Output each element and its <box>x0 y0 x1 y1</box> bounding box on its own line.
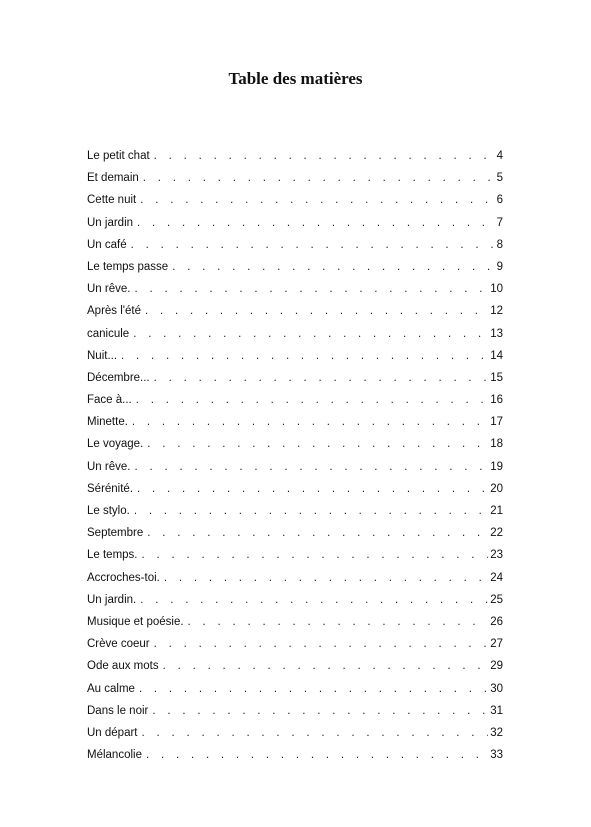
toc-entry-title: Face à... <box>87 394 132 407</box>
toc-entry-page-number: 6 <box>496 194 503 207</box>
toc-entry-page-number: 12 <box>490 305 503 318</box>
dot-leader <box>143 167 495 189</box>
toc-entry-page-number: 30 <box>490 682 503 695</box>
toc-entry-page-number: 8 <box>496 238 503 251</box>
dot-leader <box>140 589 488 611</box>
dot-leader <box>164 567 488 589</box>
dot-leader <box>154 367 489 389</box>
toc-entry <box>87 456 503 478</box>
dot-leader <box>137 212 495 234</box>
toc-entry <box>87 212 503 234</box>
dot-leader <box>137 478 488 500</box>
toc-entry <box>87 589 503 611</box>
toc-entry-page-number: 19 <box>490 460 503 473</box>
toc-entry-page-number: 25 <box>490 593 503 606</box>
toc-entry <box>87 145 503 167</box>
toc-entry-title: Sérénité. <box>87 482 134 495</box>
toc-entry-page-number: 22 <box>490 527 503 540</box>
toc-entry-title: Un jardin <box>87 216 134 229</box>
toc-entry-page-number: 17 <box>490 416 503 429</box>
toc-entry-title: Et demain <box>87 172 139 185</box>
toc-entry-page-number: 5 <box>496 172 503 185</box>
toc-entry-title: Nuit... <box>87 349 118 362</box>
toc-entry-title: Décembre... <box>87 371 150 384</box>
toc-entry-title: Le petit chat <box>87 150 150 162</box>
toc-entry-page-number: 32 <box>490 726 503 739</box>
toc-entry-page-number: 27 <box>490 638 503 651</box>
toc-entry <box>87 234 503 256</box>
dot-leader <box>134 278 488 300</box>
toc-entry-page-number: 10 <box>490 283 503 296</box>
toc-entry <box>87 167 503 189</box>
toc-entry-title: Dans le noir <box>87 704 149 717</box>
dot-leader <box>154 145 495 167</box>
toc-entry <box>87 722 503 744</box>
dot-leader <box>142 544 489 566</box>
toc-entry-page-number: 14 <box>490 349 503 362</box>
toc-entry-page-number: 4 <box>496 150 503 162</box>
toc-entry <box>87 411 503 433</box>
toc-entry-page-number: 15 <box>490 371 503 384</box>
toc-entry-page-number: 9 <box>496 260 503 273</box>
toc-entry <box>87 678 503 700</box>
toc-entry-title: Le stylo. <box>87 505 130 517</box>
toc-entry-title: Le temps passe <box>87 260 169 273</box>
dot-leader <box>136 389 488 411</box>
toc-entry-page-number: 23 <box>490 549 503 562</box>
toc-entry-title: Septembre <box>87 527 144 540</box>
toc-entry <box>87 323 503 345</box>
dot-leader <box>131 234 495 256</box>
toc-entry <box>87 189 503 211</box>
toc-entry <box>87 611 503 633</box>
toc-entry-page-number: 16 <box>490 394 503 407</box>
toc-entry <box>87 389 503 411</box>
toc-entry-page-number: 7 <box>496 216 503 229</box>
toc-entry-title: Un jardin. <box>87 593 137 606</box>
toc-entry-title: Un rêve. <box>87 283 131 296</box>
toc-entry-page-number: 33 <box>490 749 503 762</box>
toc-entry-title: Le voyage. <box>87 438 144 451</box>
toc-entry <box>87 433 503 455</box>
dot-leader <box>146 744 488 766</box>
dot-leader <box>142 722 489 744</box>
dot-leader <box>132 411 488 433</box>
toc-entry-title: Crève coeur <box>87 638 150 651</box>
toc-entry-page-number: 31 <box>490 704 503 717</box>
toc-entry <box>87 300 503 322</box>
toc-entry-title: Minette. <box>87 416 128 429</box>
toc-entry <box>87 256 503 278</box>
toc-entry-title: Le temps. <box>87 549 138 562</box>
toc-entry-page-number: 21 <box>490 505 503 517</box>
dot-leader <box>145 300 488 322</box>
toc-entry-page-number: 29 <box>490 660 503 673</box>
dot-leader <box>154 633 489 655</box>
toc-entry-title: Un café <box>87 238 127 251</box>
table-of-contents <box>87 145 503 766</box>
toc-entry-title: Un départ <box>87 726 138 739</box>
toc-entry-title: Un rêve. <box>87 460 131 473</box>
toc-entry-page-number: 18 <box>490 438 503 451</box>
dot-leader <box>147 433 488 455</box>
dot-leader <box>147 522 488 544</box>
toc-entry-title: Mélancolie <box>87 749 142 762</box>
toc-entry-page-number: 20 <box>490 482 503 495</box>
toc-entry <box>87 278 503 300</box>
toc-entry <box>87 478 503 500</box>
toc-entry <box>87 500 503 522</box>
toc-entry <box>87 544 503 566</box>
toc-entry-title: Au calme <box>87 682 135 695</box>
toc-entry <box>87 700 503 722</box>
toc-entry-title: Cette nuit <box>87 194 137 207</box>
toc-entry-title: Ode aux mots <box>87 660 159 673</box>
dot-leader <box>134 500 488 522</box>
dot-leader <box>133 323 488 345</box>
toc-entry <box>87 367 503 389</box>
dot-leader <box>152 700 488 722</box>
dot-leader <box>188 611 489 633</box>
toc-entry <box>87 655 503 677</box>
toc-entry <box>87 345 503 367</box>
toc-entry <box>87 567 503 589</box>
toc-entry-title: Musique et poésie. <box>87 615 184 628</box>
toc-entry <box>87 522 503 544</box>
toc-entry <box>87 744 503 766</box>
page-title: Table des matières <box>228 69 363 88</box>
dot-leader <box>172 256 494 278</box>
dot-leader <box>121 345 488 367</box>
toc-entry-page-number: 24 <box>490 571 503 584</box>
toc-entry-page-number: 26 <box>490 615 503 628</box>
dot-leader <box>140 189 494 211</box>
toc-entry-page-number: 13 <box>490 327 503 340</box>
toc-entry-title: Accroches-toi. <box>87 571 160 584</box>
dot-leader <box>163 655 489 677</box>
toc-entry <box>87 633 503 655</box>
dot-leader <box>139 678 488 700</box>
toc-entry-title: Après l'été <box>87 305 141 318</box>
dot-leader <box>134 456 488 478</box>
toc-entry-title: canicule <box>87 327 130 340</box>
